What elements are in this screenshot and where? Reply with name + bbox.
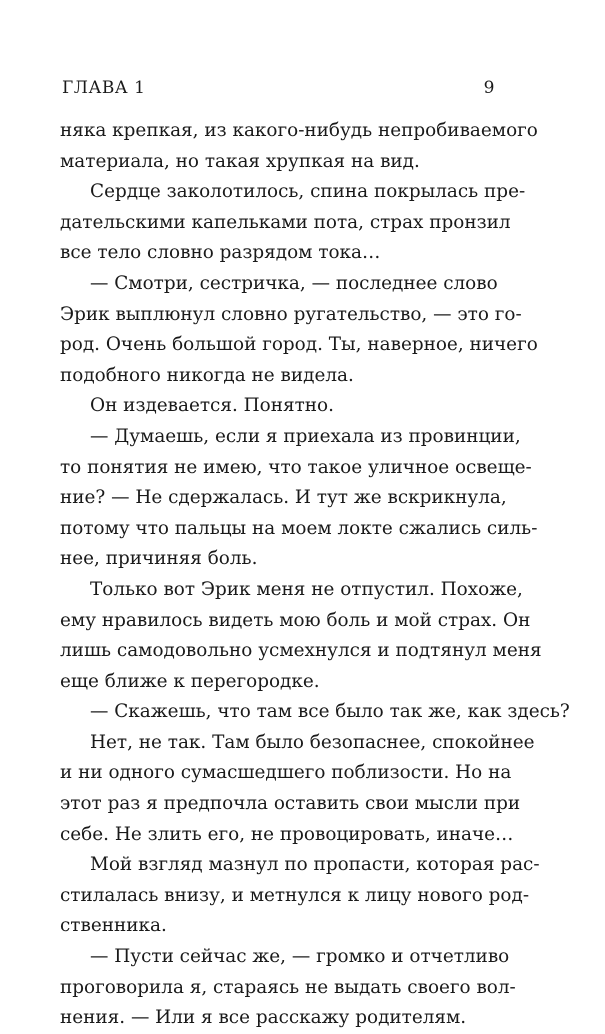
running-header <box>62 78 495 102</box>
chapter-title: ГЛАВА 1 <box>62 78 146 98</box>
text-line: еще ближе к перегородке. <box>60 670 320 692</box>
text-line: нее, причиняя боль. <box>60 548 258 570</box>
text-line: все тело словно разрядом тока… <box>60 242 381 264</box>
text-line: проговорила я, стараясь не выдать своего вол- <box>60 976 516 998</box>
text-line: нения. — Или я все расскажу родителям. <box>60 1007 467 1029</box>
body-text <box>60 116 570 1034</box>
page-number: 9 <box>483 78 495 98</box>
text-line: стилалась внизу, и метнулся к лицу нового род- <box>60 884 530 906</box>
text-line: дательскими капельками пота, страх пронзил <box>60 211 511 233</box>
text-line: род. Очень большой город. Ты, наверное, ничего <box>60 334 538 356</box>
text-line: — Скажешь, что там все было так же, как здесь? <box>90 701 570 723</box>
text-line: Эрик выплюнул словно ругательство, — это го- <box>60 303 522 325</box>
text-line: ние? — Не сдержалась. И тут же вскрикнула, <box>60 487 507 509</box>
text-line: этот раз я предпочла оставить свои мысли при <box>60 793 521 815</box>
text-line: материала, но такая хрупкая на вид. <box>60 150 420 172</box>
text-line: себе. Не злить его, не провоцировать, иначе… <box>60 823 514 845</box>
text-line: Сердце заколотилось, спина покрылась пре- <box>90 181 526 203</box>
text-line: подобного никогда не видела. <box>60 364 354 386</box>
text-line: — Думаешь, если я приехала из провинции, <box>90 425 521 447</box>
text-line: Только вот Эрик меня не отпустил. Похоже, <box>90 578 523 600</box>
text-line: няка крепкая, из какого-нибудь непробиваемого <box>60 120 538 141</box>
text-line: ему нравилось видеть мою боль и мой страх. Он <box>60 609 531 631</box>
text-line: лишь самодовольно усмехнулся и подтянул меня <box>60 640 542 662</box>
text-line: и ни одного сумасшедшего поблизости. Но на <box>60 762 512 784</box>
text-line: то понятия не имею, что такое уличное освеще- <box>60 456 532 478</box>
text-line: Он издевается. Понятно. <box>90 395 334 417</box>
text-line: — Пусти сейчас же, — громко и отчетливо <box>90 946 510 968</box>
text-line: ственника. <box>60 915 167 937</box>
text-line: потому что пальцы на моем локте сжались силь- <box>60 517 538 539</box>
text-line: Мой взгляд мазнул по пропасти, которая рас- <box>90 854 540 876</box>
text-line: Нет, не так. Там было безопаснее, спокойнее <box>90 731 535 753</box>
text-line: — Смотри, сестричка, — последнее слово <box>90 272 498 294</box>
